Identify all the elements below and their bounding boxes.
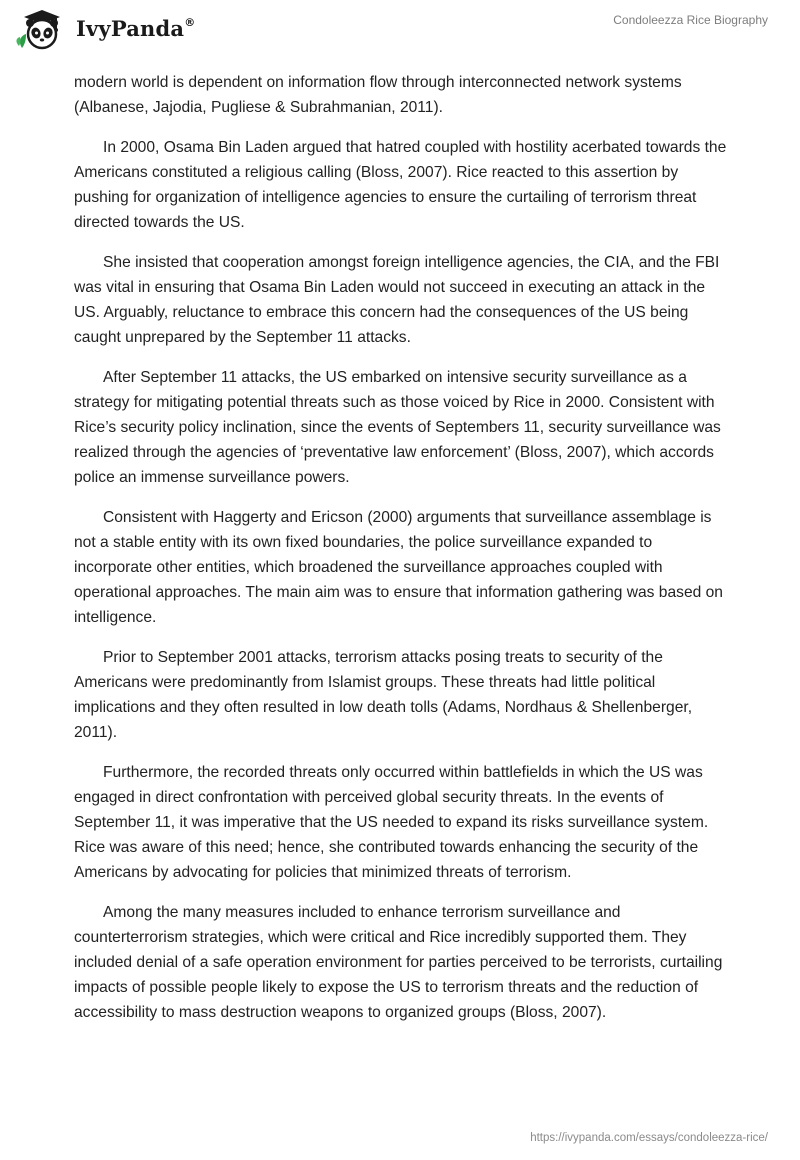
essay-body [74, 70, 734, 1040]
paragraph: Furthermore, the recorded threats only occurred within battlefields in which the US was engaged in direct confrontation with perceived global security threats. In the events of September 11, it was imperative that the US needed to expand its risks surveillance system. Rice was aware of this need; hence, she contributed towards enhancing the security of the Americans by advocating for policies that minimized threats of terrorism. [74, 764, 709, 881]
paragraph: Among the many measures included to enhance terrorism surveillance and counterterrorism strategies, which were critical and Rice incredibly supported them. They included denial of a safe operation environment for parties perceived to be terrorists, curtailing impacts of possible people likely to expose the US to terrorism threats and the reduction of accessibility to mass destruction weapons to organized groups (Bloss, 2007). [74, 904, 723, 1021]
paragraph: She insisted that cooperation amongst foreign intelligence agencies, the CIA, and the FBI was vital in ensuring that Osama Bin Laden would not succeed in executing an attack in the US. Arguably, reluctance to embrace this concern had the consequences of the US being caught unprepared by the September 11 attacks. [74, 254, 720, 346]
paragraph: In 2000, Osama Bin Laden argued that hatred coupled with hostility acerbated towards the Americans constituted a religious calling (Bloss, 2007). Rice reacted to this assertion by pushing for organization of intelligence agencies to ensure the curtailing of terrorism threat directed towards the US. [74, 139, 727, 231]
trademark-symbol: ® [184, 15, 196, 29]
brand-name: IvyPanda® [76, 15, 196, 41]
source-url[interactable]: https://ivypanda.com/essays/condoleezza-rice/ [530, 1132, 768, 1144]
page-header [0, 0, 800, 64]
paragraph: Consistent with Haggerty and Ericson (2000) arguments that surveillance assemblage is not a stable entity with its own fixed boundaries, the police surveillance expanded to incorporate other entities, which broadened the surveillance approaches coupled with operational approaches. The main aim was to ensure that information gathering was based on intelligence. [74, 509, 723, 626]
document-title: Condoleezza Rice Biography [613, 13, 768, 27]
ivypanda-logo[interactable] [14, 8, 195, 50]
paragraph: Prior to September 2001 attacks, terrorism attacks posing treats to security of the Americans were predominantly from Islamist groups. These threats had little political implications and they often resulted in low death tolls (Adams, Nordhaus & Shellenberger, 2011). [74, 649, 693, 741]
panda-graduate-icon [14, 8, 70, 50]
paragraph: After September 11 attacks, the US embarked on intensive security surveillance as a strategy for mitigating potential threats such as those voiced by Rice in 2000. Consistent with Rice’s security policy inclination, since the events of Septembers 11, security surveillance was realized through the agencies of ‘preventative law enforcement’ (Bloss, 2007), which accords police an immense surveillance powers. [74, 369, 721, 486]
paragraph: modern world is dependent on information flow through interconnected network systems (Albanese, Jajodia, Pugliese & Subrahmanian, 2011). [74, 74, 682, 116]
